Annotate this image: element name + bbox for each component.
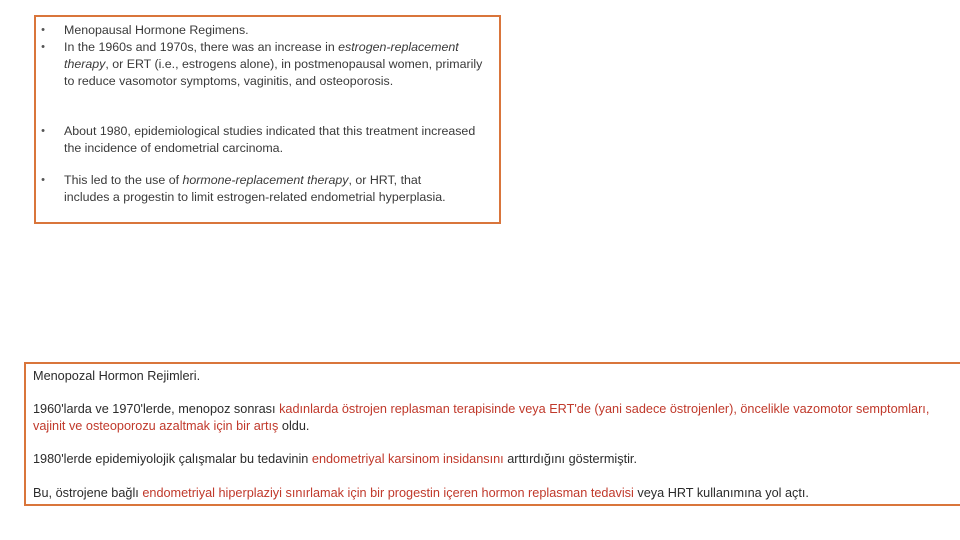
text-segment: 1980'lerde epidemiyolojik çalışmalar bu tedavinin	[33, 452, 312, 466]
text-segment: , or ERT (i.e., estrogens alone), in postmenopausal women, primarily to reduce vasomotor symptoms, vaginitis, and osteoporosis.	[64, 57, 483, 88]
list-item-text	[64, 172, 454, 206]
list-item-text	[64, 39, 494, 90]
text-segment: In the 1960s and 1970s, there was an increase in	[64, 40, 339, 54]
translation-paragraph-2	[33, 451, 953, 468]
bullet-marker: •	[41, 41, 45, 53]
text-segment: veya HRT kullanımına yol açtı.	[633, 486, 809, 500]
text-segment: oldu.	[278, 419, 310, 433]
translation-title: Menopozal Hormon Rejimleri.	[33, 369, 201, 383]
text-segment: This led to the use of	[64, 173, 183, 187]
highlighted-text: kadınlarda östrojen replasman terapisinde veya ERT'de (yani sadece östrojenler), öncelikle vazomotor semptomları, vajinit ve osteoporozu azaltmak için bir artış	[33, 402, 930, 433]
highlighted-text: endometriyal karsinom insidansını	[311, 452, 504, 466]
text-segment: 1960'larda ve 1970'lerde, menopoz sonrası	[33, 402, 280, 416]
translation-paragraph-1	[33, 401, 953, 435]
highlighted-text: endometriyal hiperplaziyi sınırlamak için bir progestin içeren hormon replasman tedavisi	[142, 486, 634, 500]
bullet-marker: •	[41, 174, 45, 186]
list-item-text: Menopausal Hormone Regimens.	[64, 23, 249, 37]
text-segment: Bu, östrojene bağlı	[33, 486, 143, 500]
translation-paragraph-3	[33, 485, 953, 502]
english-text-box	[34, 15, 501, 224]
text-segment: arttırdığını göstermiştir.	[503, 452, 637, 466]
bullet-marker: •	[41, 125, 45, 137]
list-item-text: About 1980, epidemiological studies indicated that this treatment increased the incidence of endometrial carcinoma.	[64, 124, 476, 155]
bullet-marker: •	[41, 24, 45, 36]
turkish-translation-box	[24, 362, 960, 506]
italic-term: hormone-replacement therapy	[182, 173, 349, 187]
italic-term: estrogen-replacement therapy	[64, 40, 459, 71]
text-segment: , or HRT, that includes a progestin to limit estrogen-related endometrial hyperplasia.	[64, 173, 446, 204]
